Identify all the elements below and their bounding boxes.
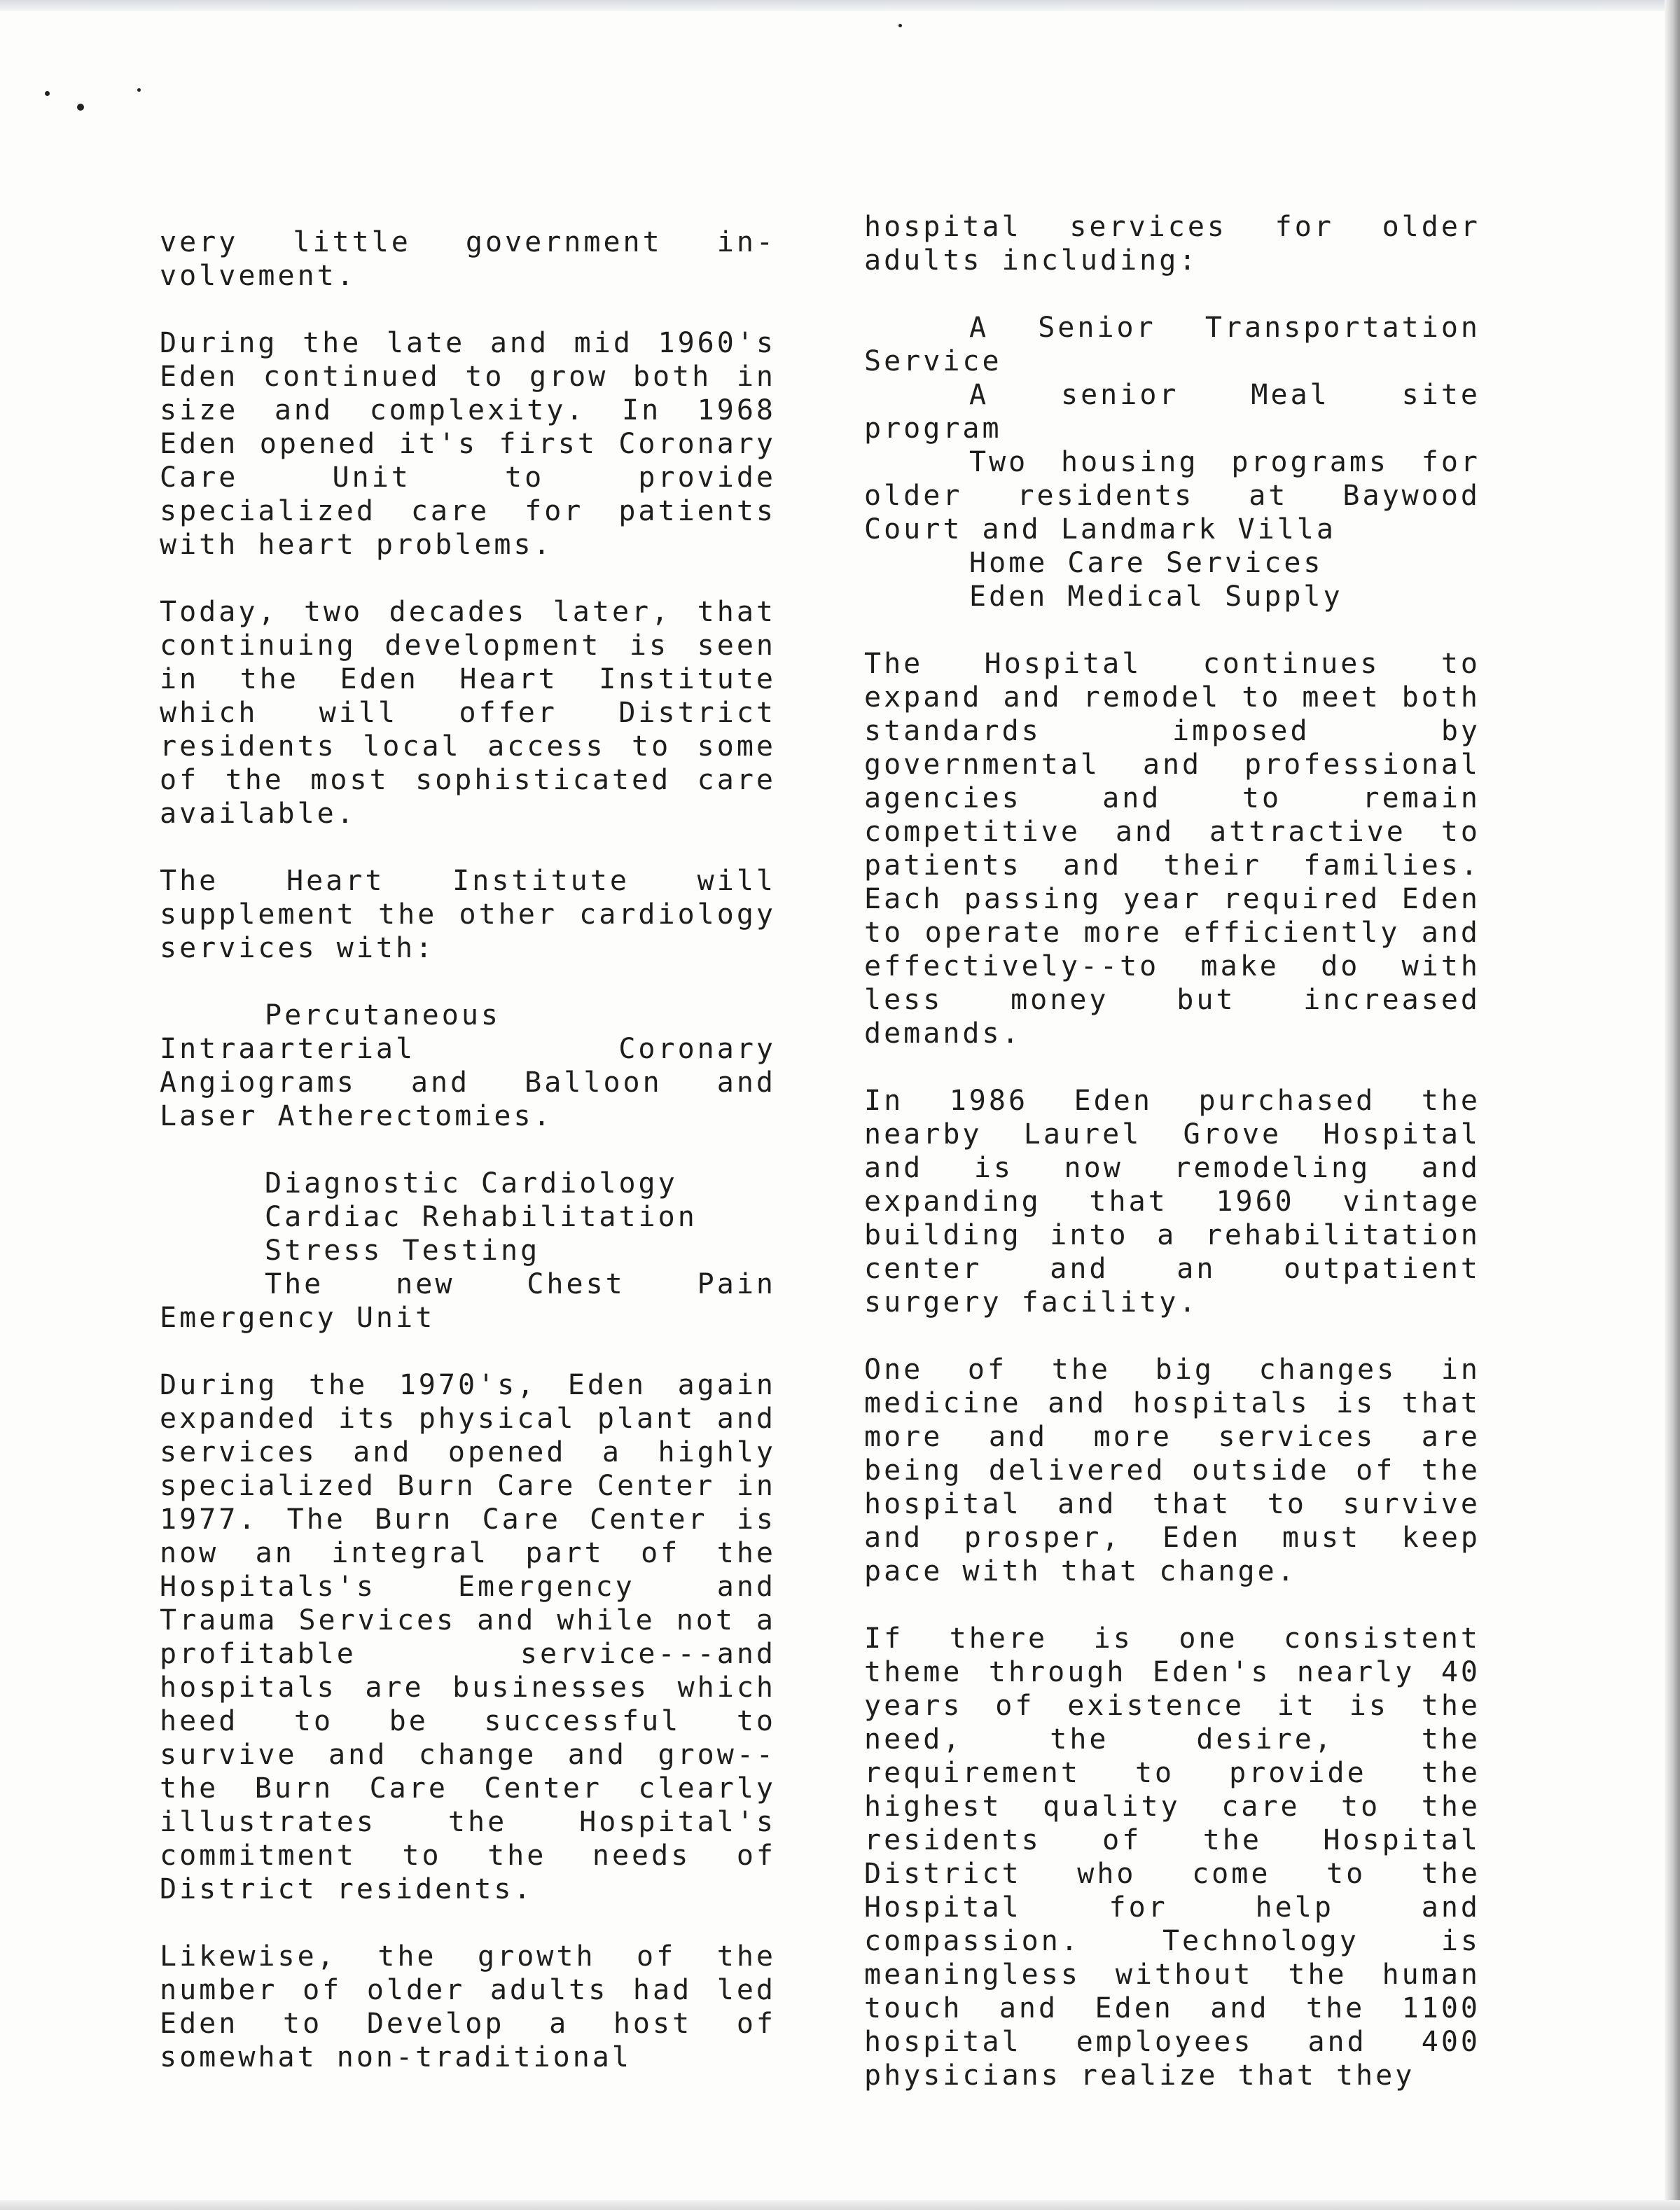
list-item: A Senior Transportation Service <box>864 312 1480 377</box>
paragraph: During the 1970's, Eden again expanded its physical plant and services and opened a highly specialized Burn Care Center in 1977. The Burn Care Center is now an integral part of the Hospitals's Emergency and Trauma Services and while not a profitable service---and hospitals are businesses which heed to be successful to survive and change and grow--the Burn Care Center clearly illustrates the Hospital's commitment to the needs of District residents. <box>160 1369 776 1905</box>
paragraph: Today, two decades later, that continuing development is seen in the Eden Heart Institute which will offer District residents local access to some of the most sophisticated care available. <box>160 596 776 830</box>
list-item: A senior Meal site program <box>864 379 1480 445</box>
list-item: Home Care Services <box>969 547 1324 579</box>
paragraph: Likewise, the growth of the number of older adults had led Eden to Develop a host of somewhat non-traditional <box>160 1940 776 2073</box>
paragraph: Percutaneous Intraarterial Coronary Angiograms and Balloon and Laser Atherectomies. <box>160 999 776 1132</box>
list-item: Cardiac Rehabilitation <box>265 1201 697 1233</box>
paragraph: very little government in-volvement. <box>160 226 776 292</box>
list-item: The new Chest Pain Emergency Unit <box>160 1268 776 1334</box>
paragraph: In 1986 Eden purchased the nearby Laurel Grove Hospital and is now remodeling and expanding that 1960 vintage building into a rehabilitation center and an outpatient surgery facility. <box>864 1085 1480 1319</box>
paragraph: The Heart Institute will supplement the other cardiology services with: <box>160 865 776 964</box>
paragraph: During the late and mid 1960's Eden continued to grow both in size and complexity. In 1968 Eden opened it's first Coronary Care Unit to provide specialized care for patients with heart problems. <box>160 327 776 561</box>
paragraph: hospital services for older adults including: <box>864 211 1480 277</box>
ink-speck <box>137 88 141 92</box>
paragraph: The Hospital continues to expand and remodel to meet both standards imposed by governmental and professional agencies and to remain competitive and attractive to patients and their families. Each passing year required Eden to operate more efficiently and effectively--to make do with less money but increased demands. <box>864 648 1480 1050</box>
list-item: Stress Testing <box>265 1235 541 1267</box>
scan-top-edge <box>0 0 1680 11</box>
ink-speck <box>45 91 50 96</box>
ink-speck <box>77 104 84 111</box>
paragraph: If there is one consistent theme through Eden's nearly 40 years of existence it is the need, the desire, the requirement to provide the highest quality care to the residents of the Hospital District who come to the Hospital for help and compassion. Technology is meaningless without the human touch and Eden and the 1100 hospital employees and 400 physicians realize that they <box>864 1622 1480 2092</box>
senior-programs-list <box>864 311 1480 613</box>
list-item: Eden Medical Supply <box>969 581 1343 613</box>
list-item: Diagnostic Cardiology <box>265 1167 678 1200</box>
ink-speck <box>898 24 902 27</box>
cardiology-services-list <box>160 1167 776 1335</box>
list-item: Two housing programs for older residents at Baywood Court and Landmark Villa <box>864 446 1480 545</box>
paragraph: One of the big changes in medicine and hospitals is that more and more services are being delivered outside of the hospital and that to survive and prosper, Eden must keep pace with that change. <box>864 1354 1480 1587</box>
scan-bottom-edge <box>0 2200 1680 2210</box>
left-column <box>160 225 776 2108</box>
scan-right-edge <box>1665 0 1680 2210</box>
right-column <box>864 210 1480 2126</box>
